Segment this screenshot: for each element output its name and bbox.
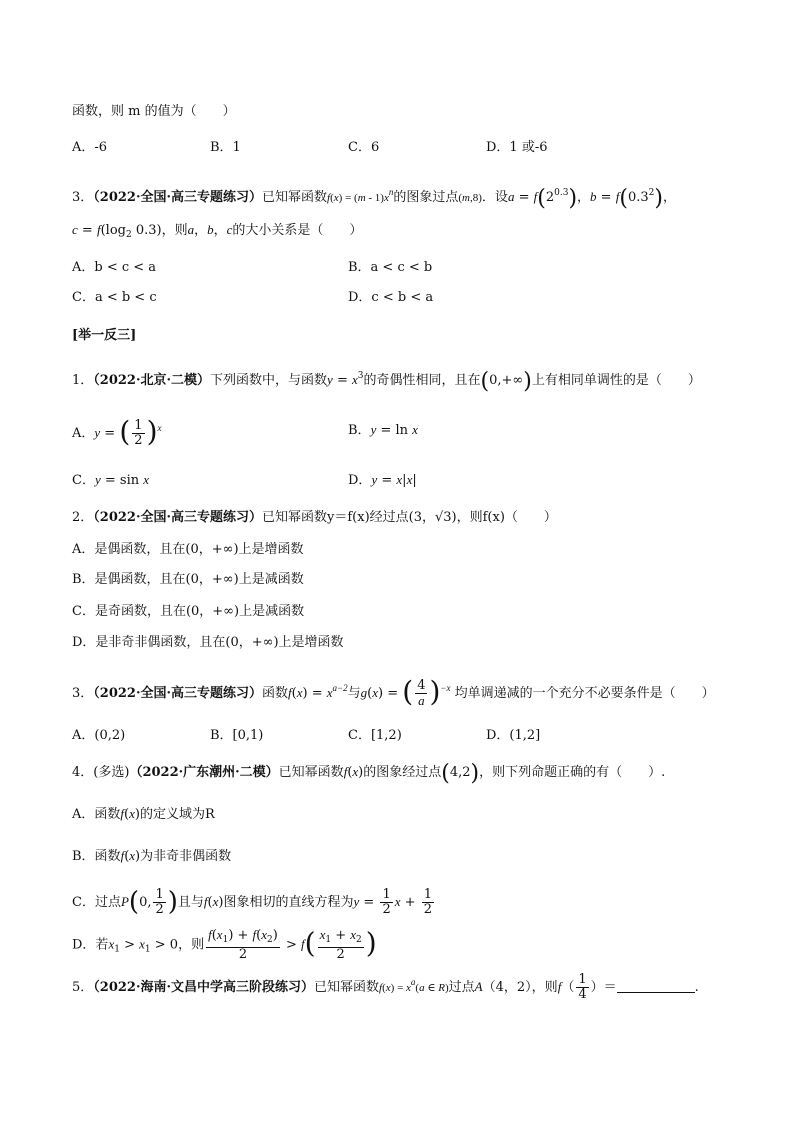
option-c: C．[1,2)	[348, 728, 402, 743]
option-d: D．(1,2]	[486, 728, 541, 743]
option-d: D．是非奇非偶函数，且在(0，+∞)上是增函数	[72, 635, 344, 650]
question-3: 3．（2022·全国·高三专题练习）已知幂函数$f(x) = (m - 1)x^n$的图象过点(m,8)．设$a = f(2^{0.3})$，$b = f(0.3^2)$，	[72, 186, 676, 211]
option-b: B．a < c < b	[348, 260, 433, 275]
practice-5: 5．（2022·海南·文昌中学高三阶段练习）已知幂函数$f(x) = x^a(a$ ∈ R)过点A（4，2），则f（ $\frac{1}{4}$ ）＝ .	[72, 972, 699, 1002]
option-a: A．b < c < a	[72, 260, 157, 275]
option-c: C．6	[348, 140, 380, 155]
option-d: D．c < b < a	[348, 290, 434, 305]
option-d: D．若$x_1 > x_1 > 0$，则 $\frac{f(x_1) + f(x_2)}{2}$ > f( $\frac{x_1 + x_2}{2}$ )	[72, 926, 377, 962]
option-a: A．是偶函数，且在(0，+∞)上是增函数	[72, 542, 304, 557]
answer-blank[interactable]	[617, 978, 695, 993]
question-stem: 函数，则 m 的值为（ ）	[72, 104, 236, 119]
option-b: B．y = ln x	[348, 422, 418, 438]
option-b: B．1	[210, 140, 241, 155]
practice-2: 2．（2022·全国·高三专题练习）已知幂函数y＝f(x)经过点(3，√3)，则f(x)（ ）	[72, 510, 557, 525]
option-c: C．a < b < c	[72, 290, 157, 305]
option-b: B．[0,1)	[210, 728, 264, 743]
option-b: B．函数f(x)为非奇非偶函数	[72, 848, 232, 864]
practice-1: 1．（2022·北京·二模）下列函数中，与函数$y = x^3$的奇偶性相同，且在(0,+∞)上有相同单调性的是（ ）	[72, 369, 701, 394]
question-3-line2: $c = f(\log_2$ 0.3)，则a，b，c的大小关系是（ ）	[72, 222, 363, 240]
option-a: A．(0,2)	[72, 728, 126, 743]
option-d: D．y = x|x|	[348, 472, 417, 488]
practice-3: 3．（2022·全国·高三专题练习）函数$f(x) = x^{a-2}$与g(x) = ( $\frac{4}{a}$ )$^{-x}$ 均单调递减的一个充分不必要条件是（ ）	[72, 675, 715, 708]
option-c: C．过点P(0, $\frac{1}{2}$ )且与f(x)图象相切的直线方程为y = $\frac{1}{2}$ x + $\frac{1}{2}$	[72, 887, 432, 917]
option-b: B．是偶函数，且在(0，+∞)上是减函数	[72, 572, 304, 587]
practice-4: 4．(多选)（2022·广东潮州·二模）已知幂函数f(x)的图象经过点(4,2)，则下列命题正确的有（ ）.	[72, 761, 666, 786]
option-d: D．1 或-6	[486, 140, 548, 155]
option-a: A．函数f(x)的定义域为R	[72, 806, 215, 822]
section-heading: [举一反三]	[72, 328, 137, 343]
option-c: C．是奇函数，且在(0，+∞)上是减函数	[72, 604, 305, 619]
option-a: A．y = ( $\frac{1}{2}$ )$^x$	[72, 415, 162, 448]
option-a: A．-6	[72, 140, 108, 155]
option-c: C．y = sin x	[72, 472, 150, 488]
